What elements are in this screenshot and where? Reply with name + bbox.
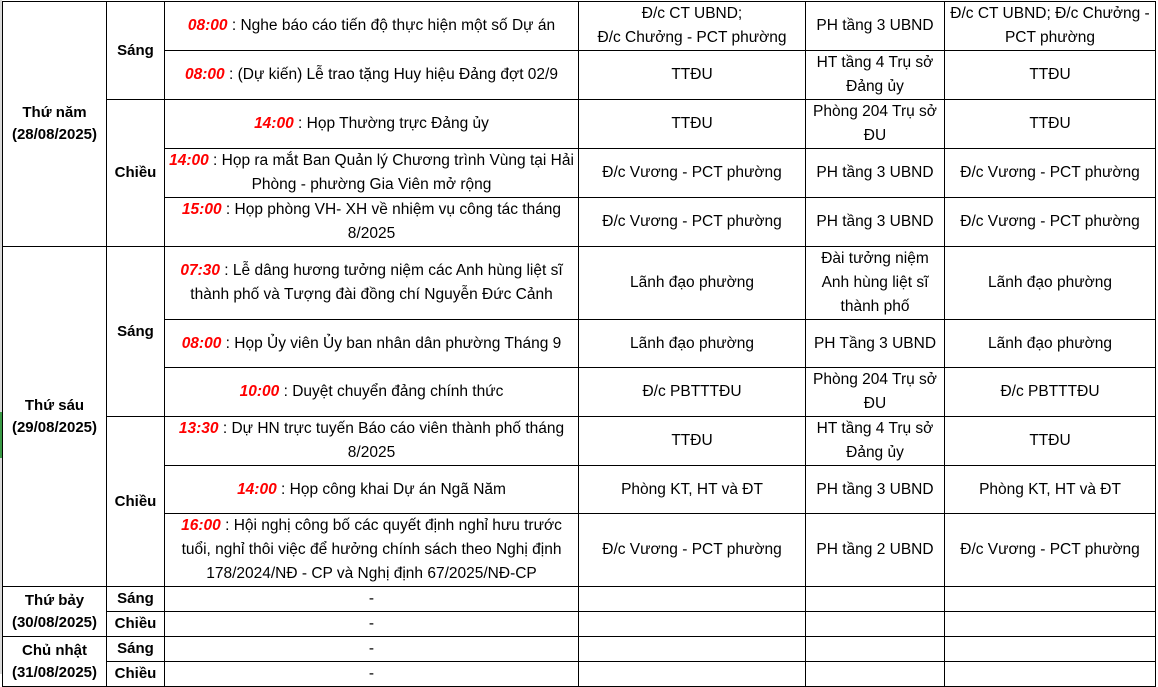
table-row (3, 662, 1156, 687)
event-prep-cell (945, 637, 1156, 662)
event-location-cell: PH tầng 3 UBND (806, 2, 945, 51)
event-time: 14:00 (254, 115, 294, 132)
event-content-cell: 14:00 : Họp Thường trực Đảng ủy (165, 100, 579, 149)
table-row (3, 637, 1156, 662)
event-content-cell: - (165, 662, 579, 687)
event-chair-cell: Đ/c Vương - PCT phường (579, 149, 806, 198)
day-cell (3, 637, 107, 687)
event-prep-cell (945, 662, 1156, 687)
event-location-cell: PH tầng 3 UBND (806, 466, 945, 514)
event-prep-cell: Lãnh đạo phường (945, 247, 1156, 320)
table-row (3, 149, 1156, 198)
event-location-cell: HT tầng 4 Trụ sở Đảng ủy (806, 417, 945, 466)
table-row (3, 100, 1156, 149)
schedule-table (2, 1, 1156, 687)
table-row (3, 587, 1156, 612)
event-time: 16:00 (181, 517, 221, 534)
day-date: (28/08/2025) (11, 126, 98, 143)
event-content-cell: 07:30 : Lễ dâng hương tưởng niệm các Anh hùng liệt sĩ thành phố và Tượng đài đồng chí Nguyễn Đức Cảnh (165, 247, 579, 320)
event-content-cell: 15:00 : Họp phòng VH- XH về nhiệm vụ công tác tháng 8/2025 (165, 198, 579, 247)
event-time: 14:00 (237, 480, 277, 498)
event-content-cell: - (165, 587, 579, 612)
event-chair-cell (579, 637, 806, 662)
event-chair-cell: Đ/c CT UBND; Đ/c Chưởng - PCT phường (579, 2, 806, 51)
event-content: Hội nghị công bố các quyết định nghỉ hưu trước tuổi, nghỉ thôi việc để hưởng chính sách theo Nghị định 178/2024/NĐ - CP và Nghị định 67/2025/NĐ-CP (181, 517, 562, 582)
session-cell: Chiều (107, 612, 165, 637)
event-chair-cell (579, 612, 806, 637)
event-prep-cell: TTĐU (945, 100, 1156, 149)
day-date: (31/08/2025) (11, 663, 98, 681)
event-content: (Dự kiến) Lễ trao tặng Huy hiệu Đảng đợt 02/9 (237, 66, 558, 83)
event-time: 15:00 (181, 201, 222, 218)
event-location-cell: HT tầng 4 Trụ sở Đảng ủy (806, 51, 945, 100)
event-chair-cell: Lãnh đạo phường (579, 247, 806, 320)
event-content-cell: 14:00 : Họp công khai Dự án Ngã Năm (165, 466, 579, 514)
day-label: Thứ bảy (24, 591, 85, 609)
event-location-cell: Phòng 204 Trụ sở ĐU (806, 368, 945, 417)
event-content-cell: - (165, 637, 579, 662)
session-cell: Chiều (107, 100, 165, 247)
event-content-cell: 08:00 : Nghe báo cáo tiến độ thực hiện một số Dự án (165, 2, 579, 51)
event-chair-cell: Đ/c PBTTTĐU (579, 368, 806, 417)
table-row (3, 368, 1156, 417)
event-content: Nghe báo cáo tiến độ thực hiện một số Dự án (240, 17, 556, 34)
event-location-cell: PH tầng 3 UBND (806, 149, 945, 198)
event-location-cell (806, 587, 945, 612)
event-time: 07:30 (180, 262, 220, 279)
event-prep-cell: Đ/c Vương - PCT phường (945, 198, 1156, 247)
event-content-cell: 16:00 : Hội nghị công bố các quyết định nghỉ hưu trước tuổi, nghỉ thôi việc để hưởng chính sách theo Nghị định 178/2024/NĐ - CP và Nghị định 67/2025/NĐ-CP (165, 514, 579, 587)
session-cell: Sáng (107, 2, 165, 100)
event-time: 08:00 (181, 334, 222, 352)
event-time: 10:00 (239, 383, 280, 400)
event-chair-cell: Lãnh đạo phường (579, 320, 806, 368)
event-chair-cell: Đ/c Vương - PCT phường (579, 514, 806, 587)
event-prep-cell: Đ/c CT UBND; Đ/c Chưởng - PCT phường (945, 2, 1156, 51)
event-location-cell (806, 662, 945, 687)
session-cell: Chiều (107, 662, 165, 687)
event-prep-cell: Phòng KT, HT và ĐT (945, 466, 1156, 514)
session-cell: Chiều (107, 417, 165, 587)
event-content-cell: 14:00 : Họp ra mắt Ban Quản lý Chương trình Vùng tại Hải Phòng - phường Gia Viên mở rộng (165, 149, 579, 198)
event-content-cell: 08:00 : (Dự kiến) Lễ trao tặng Huy hiệu Đảng đợt 02/9 (165, 51, 579, 100)
event-prep-cell (945, 612, 1156, 637)
event-location-cell: Đài tưởng niệm Anh hùng liệt sĩ thành phố (806, 247, 945, 320)
event-content-cell: 08:00 : Họp Ủy viên Ủy ban nhân dân phường Tháng 9 (165, 320, 579, 368)
event-time: 08:00 (185, 66, 225, 83)
event-content: Duyệt chuyển đảng chính thức (292, 383, 504, 400)
event-chair-cell: Đ/c Vương - PCT phường (579, 198, 806, 247)
event-content: Họp phòng VH- XH về nhiệm vụ công tác tháng 8/2025 (234, 201, 562, 242)
table-row (3, 466, 1156, 514)
event-prep-cell: TTĐU (945, 417, 1156, 466)
table-row (3, 417, 1156, 466)
day-cell (3, 587, 107, 637)
table-row (3, 320, 1156, 368)
event-chair-cell: TTĐU (579, 417, 806, 466)
event-time: 14:00 (169, 152, 209, 169)
event-location-cell: Phòng 204 Trụ sở ĐU (806, 100, 945, 149)
event-content-cell: - (165, 612, 579, 637)
day-cell (3, 2, 107, 247)
event-content: Dự HN trực tuyến Báo cáo viên thành phố tháng 8/2025 (231, 420, 565, 461)
event-location-cell: PH Tầng 3 UBND (806, 320, 945, 368)
event-content: Họp công khai Dự án Ngã Năm (289, 480, 506, 498)
event-location-cell (806, 612, 945, 637)
table-row (3, 612, 1156, 637)
event-content: Họp Thường trực Đảng ủy (306, 115, 489, 132)
table-row (3, 247, 1156, 320)
table-row (3, 51, 1156, 100)
day-date: (29/08/2025) (11, 418, 98, 436)
event-prep-cell: Lãnh đạo phường (945, 320, 1156, 368)
event-location-cell: PH tầng 2 UBND (806, 514, 945, 587)
event-content-cell: 13:30 : Dự HN trực tuyến Báo cáo viên thành phố tháng 8/2025 (165, 417, 579, 466)
event-prep-cell (945, 587, 1156, 612)
event-time: 08:00 (187, 17, 228, 34)
event-time: 13:30 (178, 420, 219, 437)
event-content: Lễ dâng hương tưởng niệm các Anh hùng liệt sĩ thành phố và Tượng đài đồng chí Nguyễn Đức Cảnh (190, 262, 563, 303)
table-row (3, 2, 1156, 51)
event-prep-cell: Đ/c PBTTTĐU (945, 368, 1156, 417)
event-prep-cell: Đ/c Vương - PCT phường (945, 514, 1156, 587)
event-content: Họp ra mắt Ban Quản lý Chương trình Vùng tại Hải Phòng - phường Gia Viên mở rộng (221, 152, 574, 193)
event-chair-cell: TTĐU (579, 51, 806, 100)
session-cell: Sáng (107, 637, 165, 662)
day-label: Thứ năm (22, 104, 87, 121)
session-cell: Sáng (107, 247, 165, 417)
day-label: Thứ sáu (24, 396, 85, 414)
event-prep-cell: TTĐU (945, 51, 1156, 100)
event-location-cell: PH tầng 3 UBND (806, 198, 945, 247)
event-prep-cell: Đ/c Vương - PCT phường (945, 149, 1156, 198)
day-label: Chủ nhật (22, 641, 87, 659)
table-row (3, 198, 1156, 247)
event-chair-cell: Phòng KT, HT và ĐT (579, 466, 806, 514)
day-date: (30/08/2025) (11, 613, 98, 631)
day-cell (3, 247, 107, 587)
event-location-cell (806, 637, 945, 662)
table-row (3, 514, 1156, 587)
event-chair-cell (579, 662, 806, 687)
event-content: Họp Ủy viên Ủy ban nhân dân phường Tháng 9 (234, 334, 562, 352)
session-cell: Sáng (107, 587, 165, 612)
event-chair-cell: TTĐU (579, 100, 806, 149)
event-content-cell: 10:00 : Duyệt chuyển đảng chính thức (165, 368, 579, 417)
event-chair-cell (579, 587, 806, 612)
